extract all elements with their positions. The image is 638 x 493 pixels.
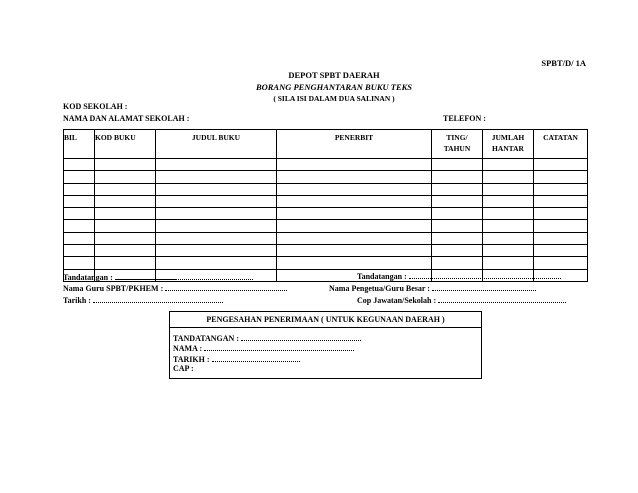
receipt-sign-line: [173, 333, 361, 343]
table-cell[interactable]: [483, 171, 534, 183]
school-stamp-label: Cop Jawatan/Sekolah :: [357, 296, 437, 305]
table-cell[interactable]: [156, 220, 277, 232]
teacher-name-label: Nama Guru SPBT/PKHEM :: [63, 284, 164, 293]
table-row: [64, 171, 588, 183]
table-cell[interactable]: [432, 159, 483, 171]
table-cell[interactable]: [432, 220, 483, 232]
table-cell[interactable]: [277, 195, 432, 207]
left-date-label: Tarikh :: [63, 296, 91, 305]
table-cell[interactable]: [95, 171, 156, 183]
right-sign-line: [357, 271, 561, 281]
receipt-name-line: [173, 343, 354, 353]
receipt-date-line: [173, 354, 300, 364]
table-row: [64, 232, 588, 244]
table-row: [64, 195, 588, 207]
table-cell[interactable]: [483, 220, 534, 232]
col-header-kod-buku: KOD BUKU: [95, 130, 156, 159]
receipt-sign-label: TANDATANGAN :: [173, 334, 239, 343]
table-cell[interactable]: [95, 208, 156, 220]
book-table: [63, 129, 588, 282]
table-cell[interactable]: [156, 159, 277, 171]
table-cell[interactable]: [483, 183, 534, 195]
table-cell[interactable]: [277, 245, 432, 257]
table-row: [64, 183, 588, 195]
teacher-name-line: [63, 283, 287, 293]
table-cell[interactable]: [432, 257, 483, 269]
phone-label: TELEFON :: [443, 114, 486, 123]
table-cell[interactable]: [534, 232, 588, 244]
table-cell[interactable]: [64, 171, 95, 183]
right-sign-field[interactable]: [409, 271, 561, 279]
receipt-stamp-label: CAP :: [173, 364, 194, 373]
table-cell[interactable]: [95, 245, 156, 257]
col-header-penerbit: PENERBIT: [277, 130, 432, 159]
left-sign-line: [63, 271, 253, 282]
table-cell[interactable]: [156, 245, 277, 257]
table-row: [64, 208, 588, 220]
table-cell[interactable]: [534, 195, 588, 207]
table-cell[interactable]: [95, 183, 156, 195]
col-header-ting-tahun: TING/ TAHUN: [432, 130, 483, 159]
form-title: BORANG PENGHANTARAN BUKU TEKS: [255, 82, 413, 92]
table-cell[interactable]: [432, 232, 483, 244]
left-date-field[interactable]: [93, 295, 223, 303]
receipt-sign-field[interactable]: [241, 333, 361, 341]
table-cell[interactable]: [277, 232, 432, 244]
table-cell[interactable]: [64, 245, 95, 257]
table-cell[interactable]: [534, 208, 588, 220]
principal-name-line: [329, 283, 536, 293]
col-header-catatan: CATATAN: [534, 130, 588, 159]
table-cell[interactable]: [95, 232, 156, 244]
school-stamp-line: [357, 295, 566, 305]
table-cell[interactable]: [156, 232, 277, 244]
table-cell[interactable]: [277, 159, 432, 171]
table-cell[interactable]: [432, 171, 483, 183]
col-header-jumlah-hantar: JUMLAH HANTAR: [483, 130, 534, 159]
receipt-name-label: NAMA :: [173, 344, 203, 353]
form-code: SPBT/D/ 1A: [541, 58, 586, 68]
table-cell[interactable]: [534, 245, 588, 257]
left-sign-label: Tandatangan :: [63, 273, 113, 282]
form-instruction: ( SILA ISI DALAM DUA SALINAN ): [273, 94, 395, 103]
principal-name-field[interactable]: [432, 283, 536, 291]
table-cell[interactable]: [432, 183, 483, 195]
col-header-bil: BIL: [64, 130, 95, 159]
table-cell[interactable]: [156, 208, 277, 220]
table-cell[interactable]: [277, 183, 432, 195]
table-cell[interactable]: [483, 245, 534, 257]
table-cell[interactable]: [534, 257, 588, 269]
receipt-title: PENGESAHAN PENERIMAAN ( UNTUK KEGUNAAN DAERAH ): [170, 312, 481, 328]
table-cell[interactable]: [64, 220, 95, 232]
table-cell[interactable]: [432, 195, 483, 207]
table-cell[interactable]: [277, 257, 432, 269]
table-cell[interactable]: [534, 171, 588, 183]
receipt-stamp-line: [173, 364, 194, 373]
table-header-row: [64, 130, 588, 159]
table-cell[interactable]: [534, 183, 588, 195]
teacher-name-field[interactable]: [165, 283, 287, 291]
table-cell[interactable]: [64, 208, 95, 220]
table-cell[interactable]: [483, 208, 534, 220]
left-date-line: [63, 295, 223, 305]
table-cell[interactable]: [277, 220, 432, 232]
table-cell[interactable]: [95, 159, 156, 171]
right-sign-label: Tandatangan :: [357, 272, 407, 281]
table-cell[interactable]: [277, 171, 432, 183]
receipt-name-field[interactable]: [204, 343, 354, 351]
table-row: [64, 245, 588, 257]
table-cell[interactable]: [534, 220, 588, 232]
table-cell[interactable]: [64, 195, 95, 207]
table-cell[interactable]: [483, 257, 534, 269]
left-sign-dots: [175, 272, 253, 280]
col-header-judul-buku: JUDUL BUKU: [156, 130, 277, 159]
table-cell[interactable]: [156, 257, 277, 269]
table-row: [64, 220, 588, 232]
table-cell[interactable]: [277, 208, 432, 220]
table-cell[interactable]: [483, 232, 534, 244]
table-cell[interactable]: [432, 245, 483, 257]
table-cell[interactable]: [432, 208, 483, 220]
table-cell[interactable]: [64, 257, 95, 269]
table-cell[interactable]: [483, 159, 534, 171]
table-cell[interactable]: [483, 195, 534, 207]
principal-name-label: Nama Pengetua/Guru Besar :: [329, 284, 430, 293]
table-cell[interactable]: [64, 232, 95, 244]
table-cell[interactable]: [95, 257, 156, 269]
left-sign-field[interactable]: [115, 271, 175, 280]
depot-title: DEPOT SPBT DAERAH: [288, 70, 380, 80]
table-cell[interactable]: [156, 171, 277, 183]
school-stamp-field[interactable]: [438, 295, 566, 303]
table-cell[interactable]: [64, 183, 95, 195]
receipt-confirmation-box: [169, 311, 482, 379]
table-cell[interactable]: [156, 183, 277, 195]
table-cell[interactable]: [95, 195, 156, 207]
table-cell[interactable]: [95, 220, 156, 232]
table-cell[interactable]: [534, 159, 588, 171]
school-name-address-label: NAMA DAN ALAMAT SEKOLAH :: [63, 114, 190, 123]
table-cell[interactable]: [64, 159, 95, 171]
table-cell[interactable]: [156, 195, 277, 207]
school-code-label: KOD SEKOLAH :: [63, 102, 128, 111]
receipt-date-label: TARIKH :: [173, 355, 210, 364]
table-row: [64, 159, 588, 171]
receipt-date-field[interactable]: [212, 354, 300, 362]
table-row: [64, 257, 588, 269]
